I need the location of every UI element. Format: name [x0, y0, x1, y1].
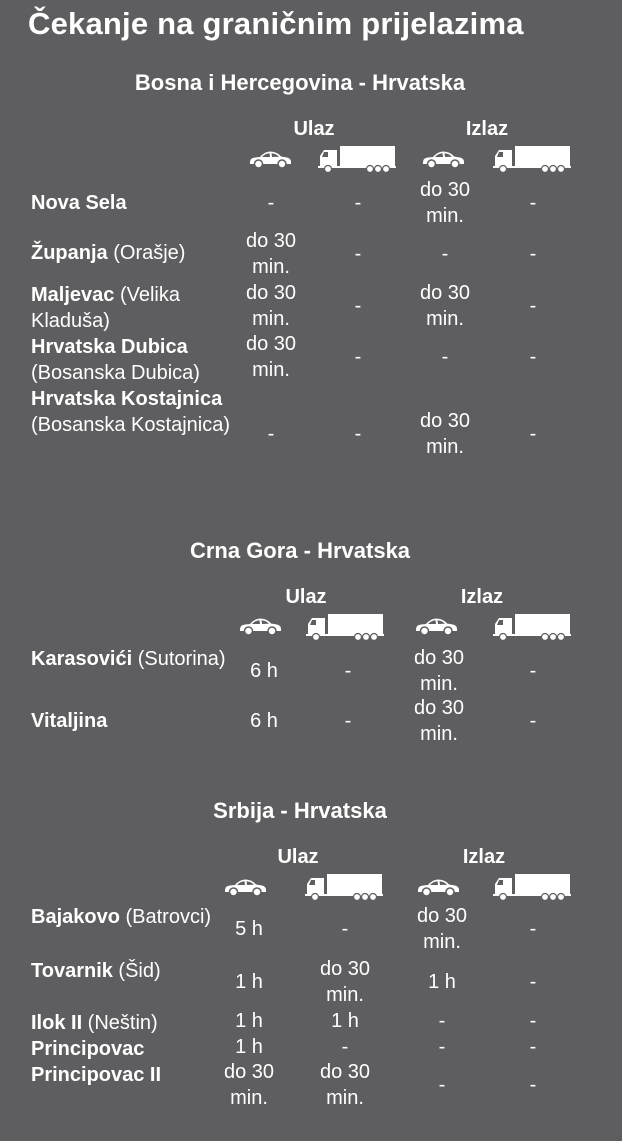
crossing-alt-name: (Orašje): [107, 242, 186, 264]
truck-icon: [493, 872, 571, 907]
wait-izlaz-truck: -: [529, 295, 537, 317]
truck-icon: [318, 144, 396, 179]
wait-izlaz-car: do 30 min.: [419, 410, 471, 458]
wait-izlaz-car: do 30 min.: [419, 282, 471, 330]
crossing-name: Tovarnik: [31, 960, 113, 982]
ulaz-header: Ulaz: [293, 118, 335, 140]
wait-izlaz-truck: -: [529, 192, 537, 214]
wait-izlaz-truck: -: [529, 243, 537, 265]
wait-izlaz-truck: -: [529, 660, 537, 682]
wait-ulaz-car: 1 h: [235, 971, 263, 993]
wait-izlaz-truck: -: [529, 971, 537, 993]
wait-izlaz-truck: -: [529, 1074, 537, 1096]
row-name: [31, 958, 231, 984]
wait-ulaz-truck: -: [341, 918, 349, 940]
car-icon: [413, 615, 459, 642]
crossing-name: Vitaljina: [31, 710, 108, 732]
row-name: [31, 904, 231, 930]
truck-icon: [493, 144, 571, 179]
wait-ulaz-car: do 30 min.: [245, 230, 297, 278]
crossing-alt-name: (Sutorina): [132, 648, 226, 670]
wait-ulaz-truck: -: [344, 710, 352, 732]
wait-ulaz-truck: do 30 min.: [319, 958, 371, 1006]
row-name: [31, 1010, 231, 1036]
wait-ulaz-truck: -: [341, 1036, 349, 1058]
wait-izlaz-car: -: [441, 243, 449, 265]
wait-ulaz-car: -: [267, 423, 275, 445]
car-icon: [247, 148, 293, 175]
izlaz-header: Izlaz: [465, 118, 509, 140]
crossing-alt-name: (Batrovci): [119, 906, 212, 928]
row-name: [31, 190, 231, 216]
row-name: [31, 708, 231, 734]
wait-ulaz-truck: -: [354, 192, 362, 214]
wait-izlaz-car: -: [438, 1074, 446, 1096]
wait-izlaz-car: do 30 min.: [413, 697, 465, 745]
wait-izlaz-truck: -: [529, 918, 537, 940]
ulaz-header: Ulaz: [277, 846, 319, 868]
page-title: Čekanje na graničnim prijelazima: [28, 6, 524, 41]
izlaz-header: Izlaz: [460, 586, 504, 608]
row-name: [31, 646, 231, 672]
izlaz-header: Izlaz: [462, 846, 506, 868]
wait-ulaz-truck: -: [354, 295, 362, 317]
truck-icon: [306, 612, 384, 647]
wait-izlaz-car: -: [441, 346, 449, 368]
wait-izlaz-truck: -: [529, 1010, 537, 1032]
wait-ulaz-truck: -: [354, 423, 362, 445]
wait-ulaz-car: 1 h: [235, 1036, 263, 1058]
car-icon: [420, 148, 466, 175]
wait-izlaz-truck: -: [529, 423, 537, 445]
wait-izlaz-car: 1 h: [428, 971, 456, 993]
wait-ulaz-car: 1 h: [235, 1010, 263, 1032]
crossing-name: Nova Sela: [31, 192, 127, 214]
crossing-name: Maljevac: [31, 284, 115, 306]
crossing-name: Hrvatska Kostajnica: [31, 388, 223, 410]
crossing-name: Principovac: [31, 1038, 145, 1060]
wait-izlaz-truck: -: [529, 346, 537, 368]
crossing-name: Bajakovo: [31, 906, 120, 928]
crossing-name: Karasovići: [31, 648, 133, 670]
wait-izlaz-car: do 30 min.: [416, 905, 468, 953]
row-name: [31, 240, 231, 266]
wait-ulaz-car: 5 h: [235, 918, 263, 940]
wait-ulaz-car: 6 h: [250, 660, 278, 682]
row-name: [31, 282, 231, 334]
crossing-alt-name: (Šid): [112, 960, 161, 982]
row-name: [31, 1062, 231, 1088]
wait-ulaz-truck: -: [354, 346, 362, 368]
truck-icon: [305, 872, 383, 907]
ulaz-header: Ulaz: [285, 586, 327, 608]
wait-izlaz-car: -: [438, 1010, 446, 1032]
crossing-name: Principovac II: [31, 1064, 162, 1086]
wait-izlaz-truck: -: [529, 710, 537, 732]
car-icon: [237, 615, 283, 642]
wait-izlaz-car: do 30 min.: [413, 647, 465, 695]
wait-ulaz-car: do 30 min.: [223, 1061, 275, 1109]
crossing-alt-name: (Velika Kladuša): [31, 284, 180, 332]
truck-icon: [493, 612, 571, 647]
crossing-alt-name: (Bosanska Dubica): [31, 362, 200, 384]
crossing-name: Ilok II: [31, 1012, 83, 1034]
wait-ulaz-car: -: [267, 192, 275, 214]
section-title-bih: Bosna i Hercegovina - Hrvatska: [134, 70, 466, 95]
crossing-name: Županja: [31, 242, 108, 264]
wait-ulaz-car: 6 h: [250, 710, 278, 732]
section-title-cg: Crna Gora - Hrvatska: [189, 538, 411, 563]
wait-izlaz-car: do 30 min.: [419, 179, 471, 227]
wait-ulaz-truck: -: [354, 243, 362, 265]
car-icon: [415, 876, 461, 903]
row-name: [31, 386, 231, 438]
wait-ulaz-truck: do 30 min.: [319, 1061, 371, 1109]
section-title-srb: Srbija - Hrvatska: [213, 798, 387, 823]
car-icon: [222, 876, 268, 903]
wait-ulaz-truck: 1 h: [331, 1010, 359, 1032]
row-name: [31, 334, 231, 386]
crossing-name: Hrvatska Dubica: [31, 336, 188, 358]
crossing-alt-name: (Bosanska Kostajnica): [31, 414, 230, 436]
wait-ulaz-truck: -: [344, 660, 352, 682]
wait-izlaz-car: -: [438, 1036, 446, 1058]
wait-ulaz-car: do 30 min.: [245, 282, 297, 330]
row-name: [31, 1036, 231, 1062]
wait-ulaz-car: do 30 min.: [245, 333, 297, 381]
wait-izlaz-truck: -: [529, 1036, 537, 1058]
crossing-alt-name: (Neštin): [82, 1012, 158, 1034]
